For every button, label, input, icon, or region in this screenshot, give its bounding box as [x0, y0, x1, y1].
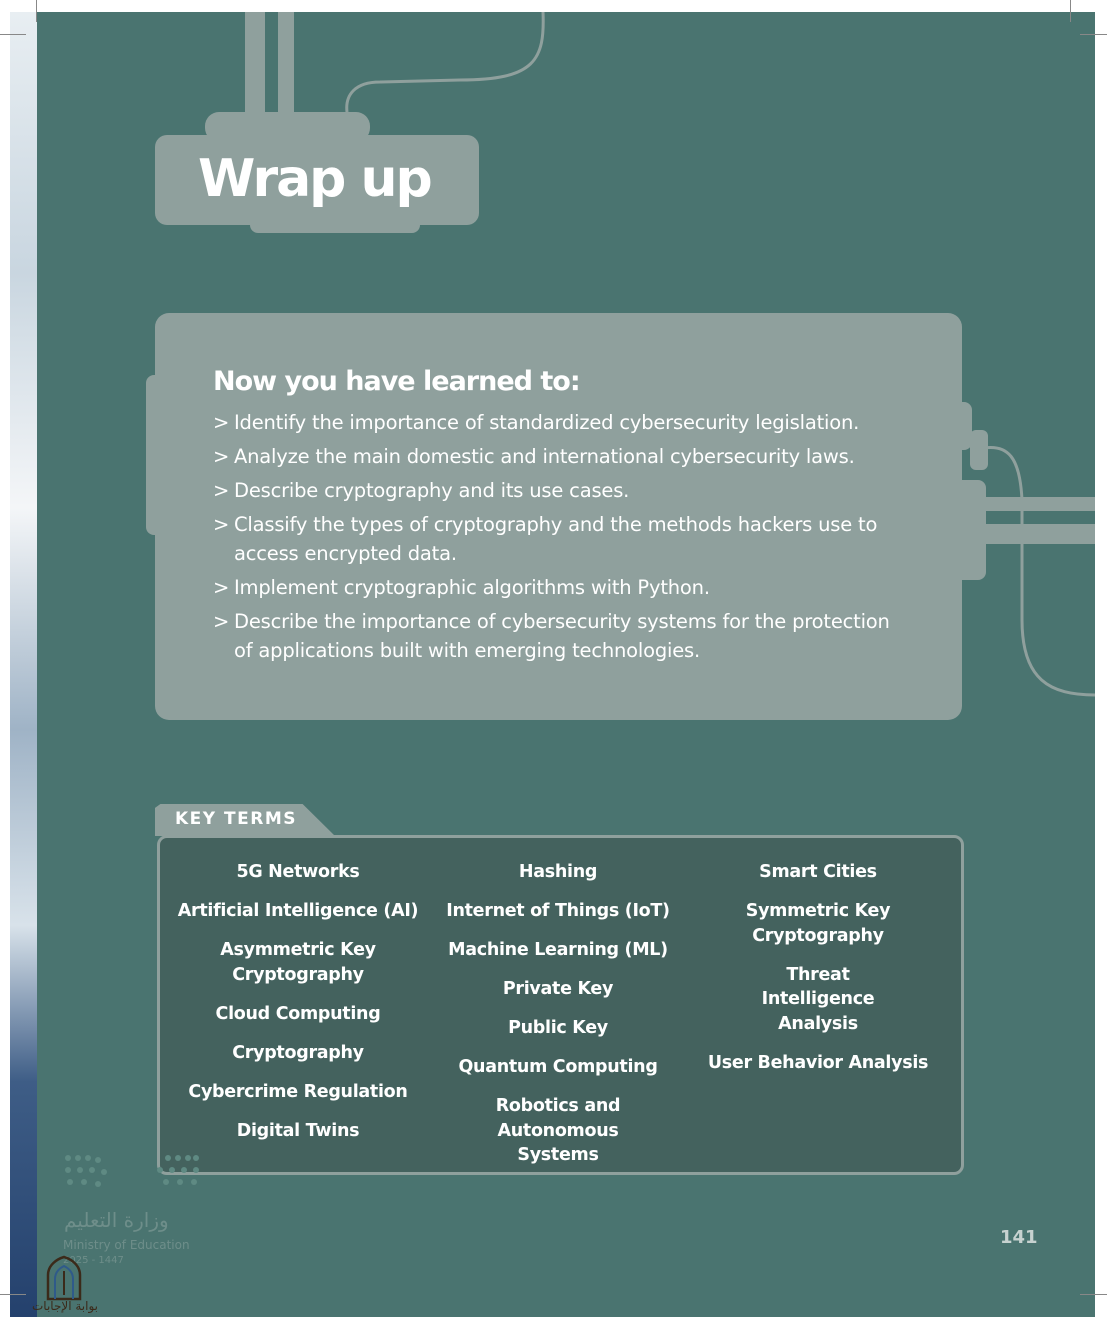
key-term: Asymmetric Key Cryptography: [220, 940, 376, 985]
key-term: Digital Twins: [236, 1120, 360, 1141]
page-number: 141: [1000, 1227, 1038, 1248]
key-term: Quantum Computing: [458, 1057, 658, 1077]
key-term: Internet of Things (IoT): [446, 901, 670, 921]
bullet-icon: >: [213, 513, 230, 536]
key-term: Cloud Computing: [215, 1003, 381, 1024]
learned-item: > Describe the importance of cybersecurity systems for the protection of applications built with emerging technologies.: [213, 607, 913, 665]
key-terms-column-2: [428, 860, 688, 1182]
learned-item: > Classify the types of cryptography and the methods hackers use to access encrypted data.: [213, 510, 913, 568]
watermark-mosque-icon: [43, 1255, 85, 1301]
key-term: Public Key: [508, 1018, 608, 1038]
key-term: 5G Networks: [236, 862, 360, 882]
key-term: Cybercrime Regulation: [188, 1081, 408, 1102]
bullet-icon: >: [213, 610, 230, 633]
learned-item: > Implement cryptographic algorithms with Python.: [213, 573, 913, 602]
bullet-icon: >: [213, 411, 230, 434]
key-term: Machine Learning (ML): [448, 940, 668, 960]
key-term: Symmetric Key Cryptography: [745, 901, 891, 946]
learned-item: > Describe cryptography and its use cases.: [213, 476, 913, 505]
ministry-english-name: Ministry of Education: [63, 1238, 190, 1252]
ministry-arabic-name: وزارة التعليم: [64, 1208, 169, 1232]
watermark-text: بوابة الإجابات: [32, 1299, 99, 1313]
learned-heading: Now you have learned to:: [213, 366, 580, 397]
key-term: Cryptography: [232, 1042, 364, 1063]
bullet-icon: >: [213, 576, 230, 599]
key-term: Artificial Intelligence (AI): [177, 901, 419, 921]
learned-item: > Identify the importance of standardized cybersecurity legislation.: [213, 408, 913, 437]
key-term: User Behavior Analysis: [707, 1052, 929, 1073]
bullet-icon: >: [213, 445, 230, 468]
learned-item: > Analyze the main domestic and international cybersecurity laws.: [213, 442, 913, 471]
key-terms-label: KEY TERMS: [175, 809, 297, 829]
key-terms-column-3: [688, 860, 948, 1090]
ministry-year: 2025 - 1447: [63, 1255, 124, 1266]
key-term: Smart Cities: [759, 862, 877, 882]
key-terms-column-1: [168, 860, 428, 1158]
key-term: Threat Intelligence Analysis: [761, 964, 875, 1034]
bullet-icon: >: [213, 479, 230, 502]
page-title: Wrap up: [198, 149, 431, 209]
key-term: Hashing: [518, 862, 598, 882]
learned-list: [213, 408, 913, 670]
key-term: Robotics and Autonomous Systems: [495, 1096, 621, 1165]
key-term: Private Key: [502, 979, 614, 999]
